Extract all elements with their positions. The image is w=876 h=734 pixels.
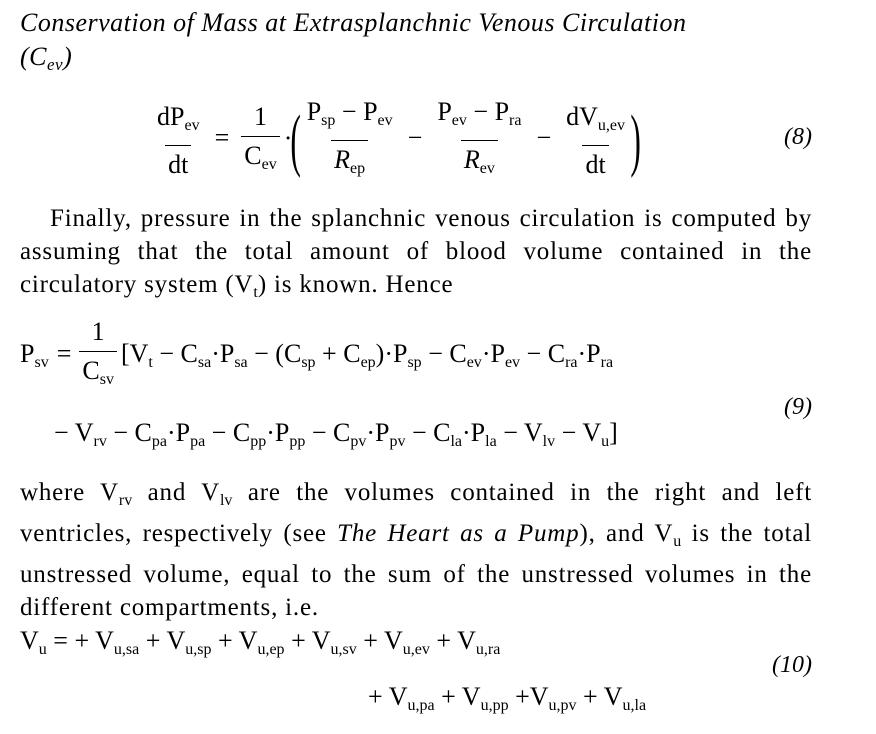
eq9-l2-term-3: − C <box>205 418 251 447</box>
eq9-l2-sub-4: pp <box>289 433 306 450</box>
eq9-l1-sub-0: t <box>148 353 153 371</box>
eq9-l2-sub-3: pp <box>250 433 267 450</box>
eq10-l1-sub-6: u,ra <box>475 641 501 658</box>
eq10-l2-term-3: + V <box>576 682 623 711</box>
eq9-l2-term-6: ·P <box>366 418 390 447</box>
eq8-term3-fraction: $\frac{dV_{u,ev}}{dt}$ <box>566 101 626 179</box>
eq9-l1-term-1: − C <box>152 338 198 368</box>
eq9-l2-term-5: − C <box>305 418 351 447</box>
eq9-l2-term-11: ] <box>609 418 618 447</box>
eq9-line1-terms <box>120 338 614 371</box>
eq10-l1-term-0: V <box>20 626 39 655</box>
equation-8-number: (8) <box>784 124 812 150</box>
eq9-l1-sub-9: ra <box>600 353 614 371</box>
eq10-l1-sub-3: u,ep <box>257 641 285 658</box>
eq8-coef-fraction: $\frac{1}{C_{ev}}$ <box>241 101 279 181</box>
eq9-l1-term-4: + C <box>315 338 361 368</box>
eq9-l2-term-2: ·P <box>166 418 191 447</box>
eq9-l1-term-3: − (C <box>247 338 302 368</box>
eq9-l2-term-4: ·P <box>266 418 290 447</box>
eq10-l1-sub-2: u,sp <box>185 641 212 658</box>
eq9-l2-sub-2: pa <box>190 433 206 450</box>
eq9-l1-sub-4: ep <box>360 353 376 371</box>
eq10-l2-sub-2: u,pv <box>548 697 577 714</box>
eq9-l1-term-2: ·P <box>211 338 235 368</box>
eq9-line2-terms <box>54 418 618 450</box>
eq9-l1-term-8: − C <box>520 338 566 368</box>
eq10-l2-term-2: +V <box>508 682 549 711</box>
eq9-l1-term-6: − C <box>421 338 467 368</box>
eq9-l1-term-0: [V <box>120 338 149 368</box>
eq9-l2-sub-10: u <box>601 433 610 450</box>
eq10-l1-term-5: + V <box>356 626 403 655</box>
eq9-coef-fraction: $\frac{1}{C_{sv}}$ <box>79 316 117 396</box>
eq9-l2-term-0: − V <box>54 418 94 447</box>
eq10-l1-term-6: + V <box>429 626 476 655</box>
equation-10-line1 <box>20 626 500 659</box>
eq10-l2-term-0: + V <box>368 682 408 711</box>
eq9-l2-sub-1: pa <box>151 433 167 450</box>
eq10-l1-sub-1: u,sa <box>113 641 140 658</box>
eq9-l2-sub-7: la <box>450 433 463 450</box>
eq9-l1-sub-6: ev <box>466 353 482 371</box>
eq8-right-paren: ) <box>630 101 641 179</box>
eq10-l1-term-1: = + V <box>46 626 114 655</box>
eq9-l2-term-9: − V <box>496 418 543 447</box>
eq9-l1-sub-1: sa <box>197 353 212 371</box>
eq10-l1-term-4: + V <box>284 626 331 655</box>
eq9-l1-sub-8: ra <box>565 353 578 371</box>
eq10-l2-sub-1: u,pp <box>480 697 509 714</box>
eq10-l1-sub-4: u,sv <box>330 641 357 658</box>
eq9-l2-term-10: − V <box>555 418 602 447</box>
eq10-l1-term-2: + V <box>139 626 186 655</box>
eq9-l2-sub-6: pv <box>389 433 406 450</box>
eq10-l1-sub-0: u <box>38 641 47 658</box>
eq8-lhs-fraction: $\frac{dP_{ev}}{dt}$ <box>157 101 200 179</box>
paragraph-2: where $V_{rv}$ and $V_{lv}$ are the volumes contained in the right and left ventricles, respectively (see The Heart as a Pump), and $V_u$ is the total unstressed volume, equal to the sum of the unstressed volumes in the different compartments, i.e. <box>20 479 812 621</box>
section-heading <box>20 6 820 82</box>
eq8-left-paren: ( <box>290 101 302 179</box>
eq9-l2-term-7: − C <box>405 418 451 447</box>
eq9-l1-term-7: ·P <box>481 338 505 368</box>
equation-9-line1: $P_{sv}$ = $\frac{1}{C_{sv}}$ [$V_t - C_{sa}\cdot P_{sa} - (C_{sp} + C_{ep})\cdot P_{sp} - C_{ev}\cdot P_{ev} - C_{ra}\cdot P_{ra}$ <box>20 316 613 396</box>
eq10-line1-terms <box>20 626 501 658</box>
heading-line2-close: ) <box>63 42 73 71</box>
eq10-l2-term-1: + V <box>434 682 481 711</box>
eq9-l1-sub-5: sp <box>407 353 422 371</box>
eq9-l2-sub-8: la <box>485 433 497 450</box>
eq10-l1-term-3: + V <box>211 626 258 655</box>
equation-10-number: (10) <box>772 652 812 678</box>
eq10-line2-terms <box>368 682 647 714</box>
eq9-l2-sub-0: rv <box>93 433 107 450</box>
eq9-l2-term-1: − C <box>106 418 152 447</box>
equation-10-line2 <box>368 682 646 715</box>
eq9-l1-term-5: )·P <box>375 338 408 368</box>
eq9-l2-sub-9: lv <box>542 433 556 450</box>
equation-9-number: (9) <box>784 394 812 420</box>
eq10-l2-sub-3: u,la <box>622 697 647 714</box>
eq9-l1-sub-3: sp <box>301 353 316 371</box>
eq9-l1-sub-7: ev <box>504 353 521 371</box>
heading-line2-open: (C <box>20 42 47 71</box>
paragraph-1: Finally, pressure in the splanchnic venous circulation is computed by assuming that the total amount of blood volume contained in the circulatory system $(V_t)$ is known. Hence <box>20 205 812 301</box>
heading-line1: Conservation of Mass at Extrasplanchnic Venous Circulation <box>20 8 687 37</box>
equation-8: $\frac{dP_{ev}}{dt}$ = $\frac{1}{C_{ev}}$ ·( $\frac{P_{sp} - P_{ev}}{R_{ep}}$ − $\frac{P_{ev} - P_{ra}}{R_{ev}}$ − $\frac{dV_{u,ev}}{dt}$ ) <box>150 96 639 185</box>
eq10-l1-sub-5: u,ev <box>402 641 430 658</box>
eq8-term2-fraction: $\frac{P_{ev} - P_{ra}}{R_{ev}}$ <box>434 96 524 185</box>
eq9-l2-term-8: ·P <box>462 418 486 447</box>
equation-9-line2 <box>54 418 618 451</box>
eq9-l2-sub-5: pv <box>350 433 367 450</box>
eq10-l2-sub-0: u,pa <box>407 697 435 714</box>
eq9-l1-sub-2: sa <box>234 353 248 371</box>
eq8-term1-fraction: $\frac{P_{sp} - P_{ev}}{R_{ep}}$ <box>304 96 396 185</box>
eq9-l1-term-9: ·P <box>577 338 601 368</box>
heading-line2-sub: ev <box>47 55 64 74</box>
cross-reference: The Heart as a Pump <box>337 520 580 547</box>
